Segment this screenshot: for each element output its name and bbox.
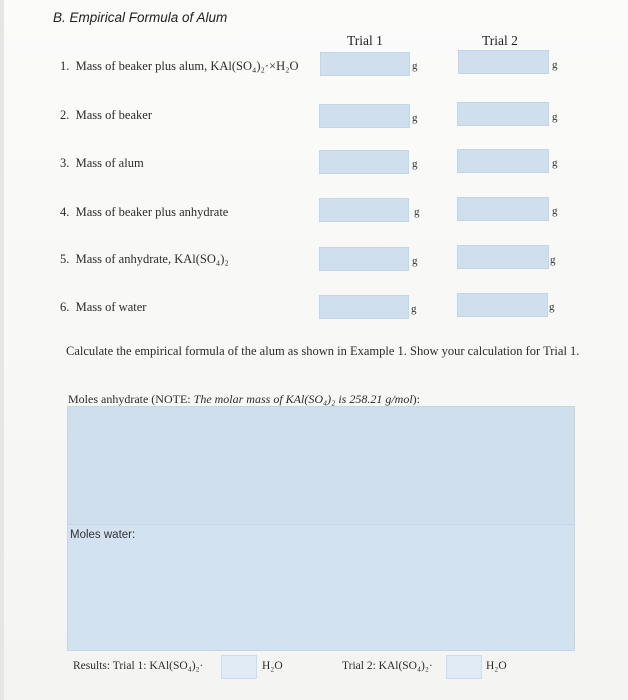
q4-trial2-unit: g	[552, 205, 558, 217]
question-6-label: 6. Mass of water	[60, 300, 147, 314]
q5-trial2-input[interactable]	[457, 245, 549, 269]
q2-trial2-input[interactable]	[457, 102, 549, 126]
trial-1-header: Trial 1	[347, 33, 383, 48]
question-3-label: 3. Mass of alum	[60, 156, 144, 170]
q3-trial2-input[interactable]	[457, 149, 549, 173]
moles-water-label: Moles water:	[70, 529, 136, 541]
question-4-label: 4. Mass of beaker plus anhydrate	[60, 205, 229, 219]
question-2-label: 2. Mass of beaker	[60, 108, 152, 122]
q3-trial1-unit: g	[412, 158, 418, 170]
q4-trial1-unit: g	[414, 206, 420, 218]
moles-anhydrate-answer[interactable]	[67, 406, 575, 526]
moles-anhydrate-label: Moles anhydrate (NOTE: The molar mass of KAl(SO₄)₂ is 258.21 g/mol):	[68, 392, 421, 406]
trial-2-header: Trial 2	[482, 33, 518, 48]
results-trial2-input[interactable]	[446, 655, 482, 679]
section-title: B. Empirical Formula of Alum	[53, 10, 228, 25]
q6-trial2-input[interactable]	[457, 293, 548, 317]
anhydrate-formula: KAl(SO₄)₂	[174, 252, 229, 266]
q2-trial2-unit: g	[552, 111, 558, 123]
q4-trial2-input[interactable]	[457, 197, 549, 221]
q5-trial1-input[interactable]	[319, 247, 409, 271]
q5-trial1-unit: g	[412, 255, 418, 267]
q3-trial2-unit: g	[552, 157, 558, 169]
q4-trial1-input[interactable]	[319, 198, 409, 222]
question-5-label: 5. Mass of anhydrate, KAl(SO₄)₂	[60, 252, 229, 266]
q2-trial1-input[interactable]	[319, 104, 410, 128]
results-trial1-water: H₂O	[262, 660, 283, 672]
q2-trial1-unit: g	[412, 112, 418, 124]
q1-trial1-unit: g	[412, 60, 418, 72]
results-trial2-label: Trial 2: KAl(SO₄)₂·	[342, 660, 433, 672]
q1-trial2-input[interactable]	[458, 50, 549, 74]
question-1-label: 1. Mass of beaker plus alum, KAl(SO₄)₂·×H₂O	[60, 59, 299, 73]
moles-water-answer[interactable]	[67, 524, 575, 651]
q6-trial1-unit: g	[411, 303, 417, 315]
q1-trial2-unit: g	[552, 59, 558, 71]
q6-trial2-unit: g	[549, 301, 555, 313]
q1-trial1-input[interactable]	[320, 52, 410, 76]
results-trial1-label: Results: Trial 1: KAl(SO₄)₂·	[73, 660, 204, 672]
alum-formula: KAl(SO₄)₂·×H₂O	[210, 59, 299, 73]
q3-trial1-input[interactable]	[319, 150, 409, 174]
q6-trial1-input[interactable]	[319, 295, 409, 319]
results-trial1-input[interactable]	[221, 655, 257, 679]
instructions: Calculate the empirical formula of the alum as shown in Example 1. Show your calculation for Trial 1.	[66, 344, 580, 358]
page-edge	[0, 0, 4, 700]
q5-trial2-unit: g	[550, 254, 556, 266]
results-trial2-water: H₂O	[486, 660, 507, 672]
